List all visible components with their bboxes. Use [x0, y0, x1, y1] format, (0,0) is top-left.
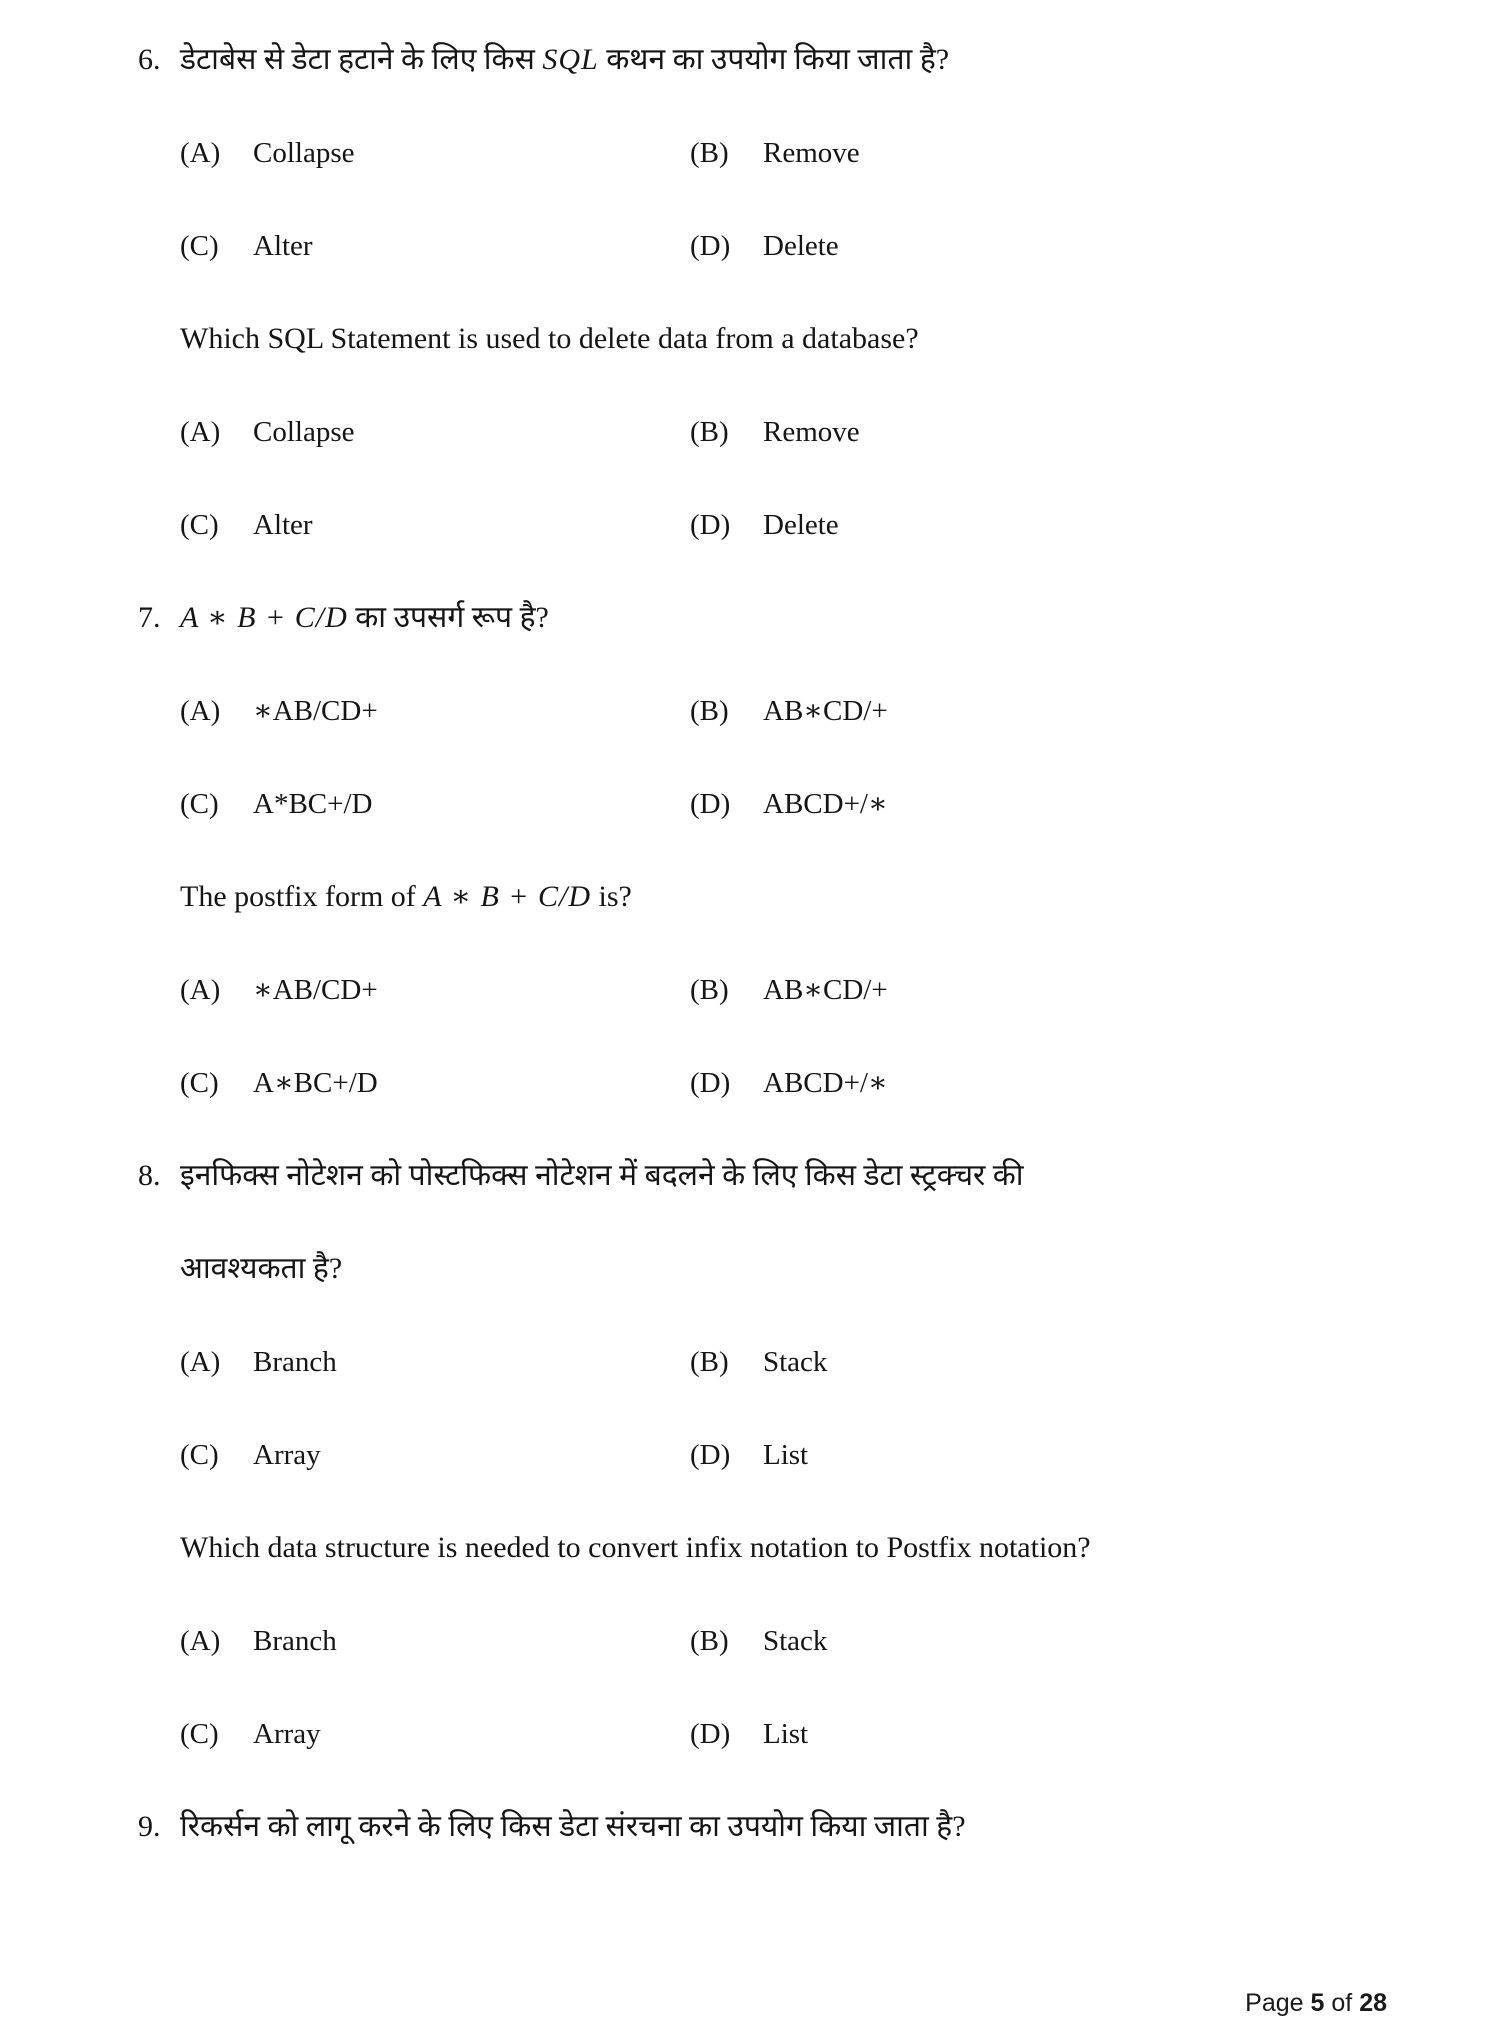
option-a-label: (A) [180, 1625, 221, 1657]
exam-page [0, 40, 1505, 1900]
option-d [690, 784, 888, 824]
option-a-label: (A) [180, 695, 221, 727]
option-d [690, 1435, 808, 1475]
footer-of-label: of [1331, 1989, 1353, 2017]
option-c-label: (C) [180, 230, 219, 262]
option-b [690, 412, 860, 452]
option-a-text: ∗AB/CD+ [253, 695, 378, 727]
option-a-text: Collapse [253, 416, 355, 448]
option-a-text: Branch [253, 1346, 337, 1378]
option-c-text: A∗BC+/D [253, 1067, 378, 1099]
option-d-label: (D) [690, 1067, 731, 1099]
option-a-text: Collapse [253, 137, 355, 169]
question-8-number: 8. [138, 1159, 161, 1192]
option-c-text: Array [253, 1439, 321, 1471]
question-6-number: 6. [138, 43, 161, 76]
question-7-english-options-row-2 [0, 1063, 1505, 1103]
option-d-text: List [763, 1439, 809, 1471]
option-d-label: (D) [690, 1439, 731, 1471]
page-footer [1245, 1989, 1387, 2018]
question-6-hindi-options-row-2 [0, 226, 1505, 266]
option-a [180, 133, 690, 173]
option-d-text: Delete [763, 509, 839, 541]
question-8-hindi-line1: इनफिक्स नोटेशन को पोस्टफिक्स नोटेशन में बदलने के लिए किस डेटा स्ट्रक्चर की [180, 1159, 1024, 1192]
option-c-label: (C) [180, 1067, 219, 1099]
option-b-text: Stack [763, 1625, 828, 1657]
question-7-english-options-row-1 [0, 970, 1505, 1010]
question-8-english-options-row-1 [0, 1621, 1505, 1661]
footer-page-number: 5 [1310, 1989, 1325, 2017]
option-a-label: (A) [180, 416, 221, 448]
option-a-label: (A) [180, 137, 221, 169]
question-7-english-text: The postfix form of A ∗ B + C/D is? [180, 880, 632, 913]
option-c [180, 1063, 690, 1103]
option-a-text: Branch [253, 1625, 337, 1657]
option-b-text: Stack [763, 1346, 828, 1378]
option-d-label: (D) [690, 1718, 731, 1750]
option-c-label: (C) [180, 788, 219, 820]
option-d-label: (D) [690, 509, 731, 541]
option-a-text: ∗AB/CD+ [253, 974, 378, 1006]
question-7-hindi-options-row-2 [0, 784, 1505, 824]
footer-page-label: Page [1245, 1989, 1304, 2017]
option-c-text: A*BC+/D [253, 788, 373, 820]
question-8-english-options-row-2 [0, 1714, 1505, 1754]
option-b-text: AB∗CD/+ [763, 695, 888, 727]
option-a [180, 691, 690, 731]
question-6-english-options-row-1 [0, 412, 1505, 452]
option-d [690, 1063, 888, 1103]
option-c-label: (C) [180, 509, 219, 541]
option-b [690, 133, 860, 173]
option-c-text: Alter [253, 230, 313, 262]
option-d-label: (D) [690, 788, 731, 820]
question-6-hindi [0, 40, 1505, 80]
option-b [690, 1621, 827, 1661]
option-d-text: ABCD+/∗ [763, 788, 888, 820]
math-expression: A ∗ B + C/D [423, 880, 592, 913]
option-b-label: (B) [690, 137, 729, 169]
option-c-text: Alter [253, 509, 313, 541]
option-c [180, 226, 690, 266]
option-b [690, 970, 888, 1010]
option-d [690, 505, 839, 545]
option-b-label: (B) [690, 695, 729, 727]
question-9-hindi-text: रिकर्सन को लागू करने के लिए किस डेटा संरचना का उपयोग किया जाता है? [180, 1810, 966, 1843]
option-a [180, 1342, 690, 1382]
option-c-label: (C) [180, 1718, 219, 1750]
option-a [180, 1621, 690, 1661]
option-b-label: (B) [690, 416, 729, 448]
question-8-hindi [0, 1156, 1505, 1196]
question-8-hindi-line2: आवश्यकता है? [180, 1252, 343, 1285]
question-7-number: 7. [138, 601, 161, 634]
question-8-english-text: Which data structure is needed to convert infix notation to Postfix notation? [180, 1531, 1091, 1564]
option-a-label: (A) [180, 1346, 221, 1378]
option-a [180, 970, 690, 1010]
question-6-hindi-text: डेटाबेस से डेटा हटाने के लिए किस SQL कथन का उपयोग किया जाता है? [180, 43, 950, 76]
question-7-english [0, 877, 1505, 917]
question-8-hindi-options-row-2 [0, 1435, 1505, 1475]
sql-term: SQL [542, 43, 599, 76]
option-c [180, 1714, 690, 1754]
option-b [690, 691, 888, 731]
question-6-hindi-options-row-1 [0, 133, 1505, 173]
question-6-english-options-row-2 [0, 505, 1505, 545]
option-a [180, 412, 690, 452]
option-b-label: (B) [690, 1346, 729, 1378]
option-b-text: AB∗CD/+ [763, 974, 888, 1006]
question-9-hindi [0, 1807, 1505, 1847]
option-b-label: (B) [690, 974, 729, 1006]
option-c [180, 1435, 690, 1475]
option-b-text: Remove [763, 416, 860, 448]
option-c-text: Array [253, 1718, 321, 1750]
option-d-text: Delete [763, 230, 839, 262]
option-d [690, 226, 839, 266]
question-8-hindi-options-row-1 [0, 1342, 1505, 1382]
question-6-english-text: Which SQL Statement is used to delete data from a database? [180, 322, 919, 355]
option-b [690, 1342, 827, 1382]
question-6-english [0, 319, 1505, 359]
option-d-text: ABCD+/∗ [763, 1067, 888, 1099]
question-7-hindi [0, 598, 1505, 638]
question-7-hindi-text: A ∗ B + C/D का उपसर्ग रूप है? [180, 601, 549, 634]
option-d-label: (D) [690, 230, 731, 262]
option-c-label: (C) [180, 1439, 219, 1471]
math-expression: A ∗ B + C/D [180, 601, 348, 634]
option-c [180, 784, 690, 824]
question-8-english [0, 1528, 1505, 1568]
question-9-number: 9. [138, 1810, 161, 1843]
footer-total-pages: 28 [1359, 1989, 1387, 2017]
option-b-label: (B) [690, 1625, 729, 1657]
option-c [180, 505, 690, 545]
option-d-text: List [763, 1718, 809, 1750]
option-d [690, 1714, 808, 1754]
question-7-hindi-options-row-1 [0, 691, 1505, 731]
option-b-text: Remove [763, 137, 860, 169]
option-a-label: (A) [180, 974, 221, 1006]
